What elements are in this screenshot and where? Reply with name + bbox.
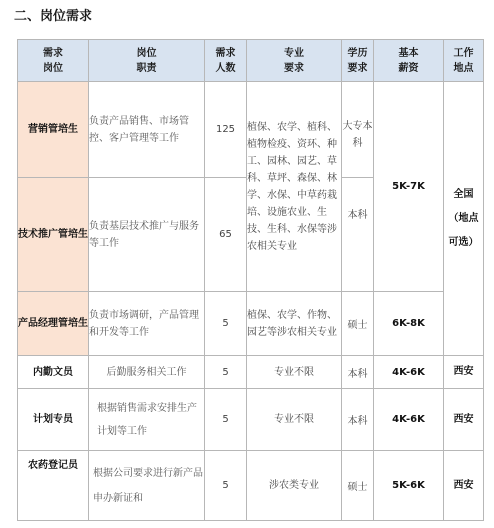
salary-cell: 4K-6K bbox=[374, 356, 444, 389]
education-cell: 硕士 bbox=[342, 451, 374, 521]
education-cell: 大专本科 bbox=[342, 82, 374, 178]
position-cell: 内勤文员 bbox=[18, 356, 89, 389]
table-row bbox=[18, 451, 484, 521]
duty-cell: 负责基层技术推广与服务等工作 bbox=[89, 178, 205, 292]
salary-cell: 5K-6K bbox=[374, 451, 444, 521]
position-cell: 技术推广管培生 bbox=[18, 178, 89, 292]
major-cell: 植保、农学、作物、园艺等涉农相关专业 bbox=[247, 292, 342, 356]
header-position: 需求 岗位 bbox=[18, 40, 89, 82]
salary-cell: 6K-8K bbox=[374, 292, 444, 356]
header-salary: 基本 薪资 bbox=[374, 40, 444, 82]
section-heading: 二、岗位需求 bbox=[14, 9, 93, 24]
duty-cell: 负责产品销售、市场管控、客户管理等工作 bbox=[89, 82, 205, 178]
position-cell: 计划专员 bbox=[18, 389, 89, 451]
header-count: 需求 人数 bbox=[205, 40, 247, 82]
major-cell-shared: 植保、农学、植科、植物检疫、资环、种工、园林、园艺、草科、草坪、森保、林学、水保、中草药栽培、设施农业、生技、生科、水保等涉农相关专业 bbox=[247, 82, 342, 292]
duty-cell: 根据公司要求进行新产品申办新证和 bbox=[89, 451, 205, 521]
count-cell: 5 bbox=[205, 356, 247, 389]
duty-cell: 后勤服务相关工作 bbox=[89, 356, 205, 389]
location-cell: 西安 bbox=[444, 451, 484, 521]
table-row bbox=[18, 82, 484, 178]
location-cell: 西安 bbox=[444, 356, 484, 389]
count-cell: 65 bbox=[205, 178, 247, 292]
header-major: 专业 要求 bbox=[247, 40, 342, 82]
table-row bbox=[18, 389, 484, 451]
position-cell: 营销管培生 bbox=[18, 82, 89, 178]
count-cell: 125 bbox=[205, 82, 247, 178]
count-cell: 5 bbox=[205, 451, 247, 521]
major-cell: 涉农类专业 bbox=[247, 451, 342, 521]
table-row bbox=[18, 356, 484, 389]
salary-cell: 4K-6K bbox=[374, 389, 444, 451]
header-location: 工作 地点 bbox=[444, 40, 484, 82]
major-cell: 专业不限 bbox=[247, 356, 342, 389]
education-cell: 本科 bbox=[342, 389, 374, 451]
salary-cell-shared: 5K-7K bbox=[374, 82, 444, 292]
position-cell: 产品经理管培生 bbox=[18, 292, 89, 356]
location-cell: 西安 bbox=[444, 389, 484, 451]
duty-cell: 负责市场调研，产品管理和开发等工作 bbox=[89, 292, 205, 356]
duty-cell: 根据销售需求安排生产计划等工作 bbox=[89, 389, 205, 451]
header-duty: 岗位 职责 bbox=[89, 40, 205, 82]
location-cell-shared: 全国（地点可选） bbox=[444, 82, 484, 356]
count-cell: 5 bbox=[205, 292, 247, 356]
major-cell: 专业不限 bbox=[247, 389, 342, 451]
education-cell: 本科 bbox=[342, 356, 374, 389]
education-cell: 硕士 bbox=[342, 292, 374, 356]
job-requirements-table bbox=[17, 39, 484, 521]
education-cell: 本科 bbox=[342, 178, 374, 292]
table-row bbox=[18, 292, 484, 356]
header-education: 学历 要求 bbox=[342, 40, 374, 82]
position-cell: 农药登记员 bbox=[18, 451, 89, 521]
count-cell: 5 bbox=[205, 389, 247, 451]
table-header-row bbox=[18, 40, 484, 82]
